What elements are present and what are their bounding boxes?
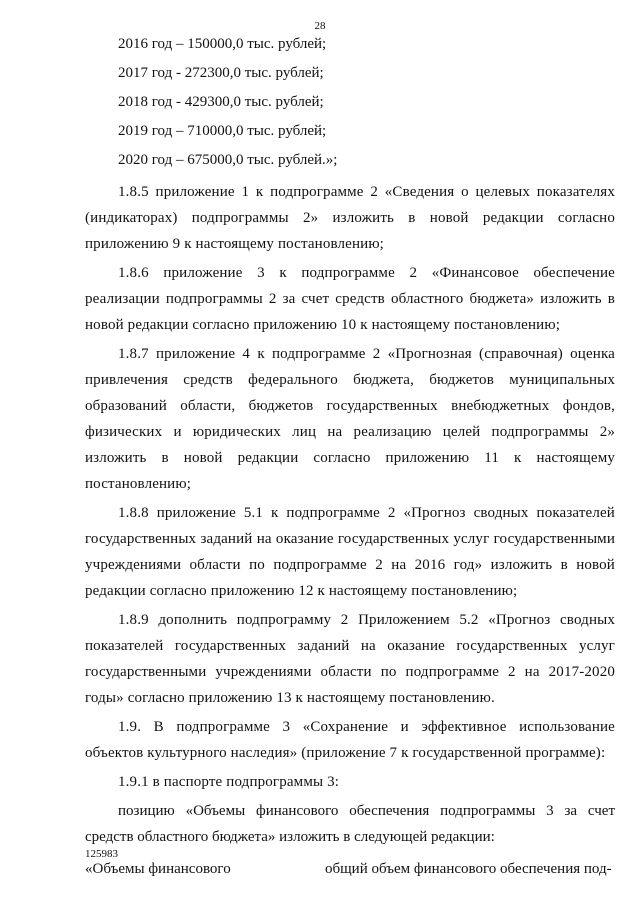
paragraph-1-8-6: 1.8.6 приложение 3 к подпрограмме 2 «Финансовое обеспечение реализации подпрограммы 2 за счет средств областного бюджета» изложить в новой редакции согласно приложению 10 к настоящему постановлению; — [85, 265, 615, 333]
paragraph-1-8-8: 1.8.8 приложение 5.1 к подпрограмме 2 «Прогноз сводных показателей государственных заданий на оказание государственных услуг государственными учреждениями области по подпрограмме 2 на 2016 год» изложить в новой редакции согласно приложению 12 к настоящему постановлению; — [85, 505, 615, 599]
passport-table-right-cell: общий объем финансового обеспечения под- — [325, 861, 612, 877]
budget-year-2017: 2017 год - 272300,0 тыс. рублей; — [118, 65, 324, 81]
paragraph-1-9-1: 1.9.1 в паспорте подпрограммы 3: — [118, 774, 340, 790]
budget-year-2019: 2019 год – 710000,0 тыс. рублей; — [118, 123, 327, 139]
budget-year-2016: 2016 год – 150000,0 тыс. рублей; — [118, 36, 327, 52]
paragraph-position: позицию «Объемы финансового обеспечения подпрограммы 3 за счет средств областного бюджета» изложить в следующей редакции: — [85, 803, 615, 845]
budget-year-2018: 2018 год - 429300,0 тыс. рублей; — [118, 94, 324, 110]
paragraph-1-8-5: 1.8.5 приложение 1 к подпрограмме 2 «Сведения о целевых показателях (индикаторах) подпрограммы 2» изложить в новой редакции согласно приложению 9 к настоящему постановлению; — [85, 184, 615, 252]
paragraph-1-8-9: 1.8.9 дополнить подпрограмму 2 Приложением 5.2 «Прогноз сводных показателей государственных заданий на оказание государственных услуг государственными учреждениями области по подпрограмме 2 на 2017-2020 годы» согласно приложению 13 к настоящему постановлению. — [85, 612, 615, 706]
paragraph-1-8-7: 1.8.7 приложение 4 к подпрограмме 2 «Прогнозная (справочная) оценка привлечения средств федерального бюджета, бюджетов муниципальных образований области, бюджетов государственных внебюджетных фондов, физических и юридических лиц на реализацию целей подпрограммы 2» изложить в новой редакции согласно приложению 11 к настоящему постановлению; — [85, 346, 615, 492]
passport-table-row — [85, 856, 615, 882]
paragraph-1-9: 1.9. В подпрограмме 3 «Сохранение и эффективное использование объектов культурного наследия» (приложение 7 к государственной программе): — [85, 719, 615, 761]
budget-year-2020: 2020 год – 675000,0 тыс. рублей.»; — [118, 152, 338, 168]
document-body — [85, 30, 615, 882]
page-number: 28 — [314, 20, 326, 32]
document-code: 125983 — [85, 848, 118, 860]
passport-table-left-cell: «Объемы финансового — [85, 861, 231, 877]
